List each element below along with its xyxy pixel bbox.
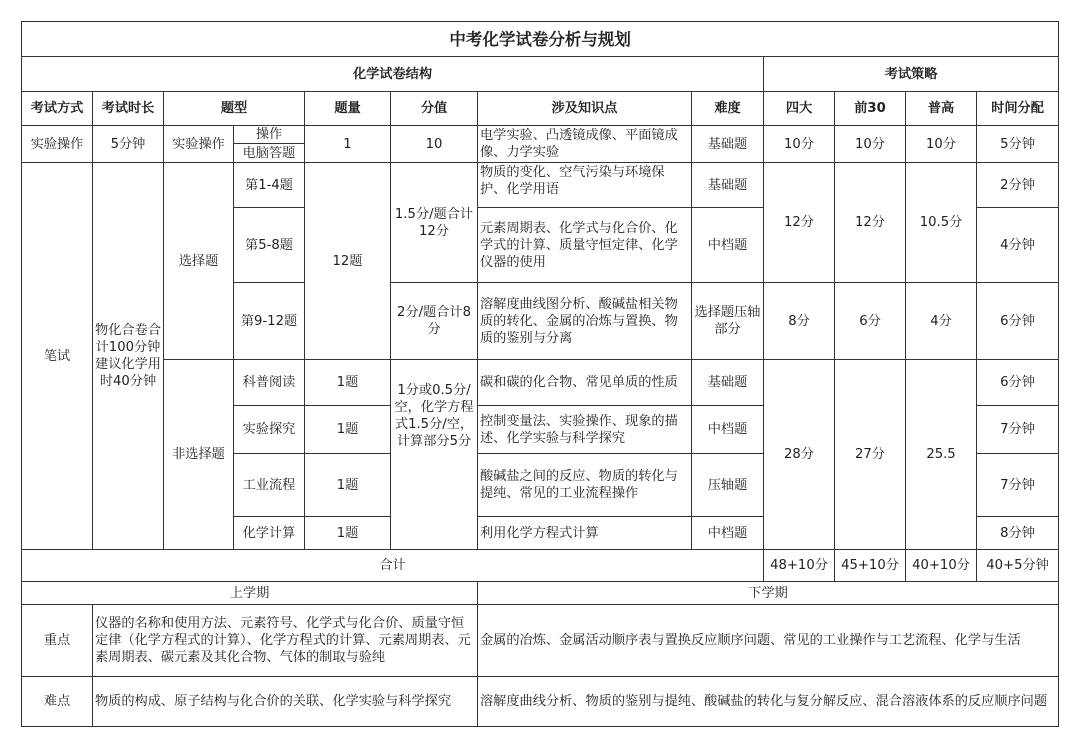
analysis-sheet (21, 21, 1059, 739)
col-count: 题量 (305, 92, 391, 126)
nonchoice-type: 科普阅读 (234, 360, 305, 406)
lab-type: 实验操作 (164, 126, 234, 163)
col-normal: 普高 (906, 92, 977, 126)
lab-normal: 10分 (906, 126, 977, 163)
nonchoice-count: 1题 (305, 454, 391, 517)
choice-normal-b: 4分 (906, 283, 977, 360)
total-top4: 48+10分 (764, 550, 835, 582)
lab-score: 10 (391, 126, 478, 163)
lab-knowledge: 电学实验、凸透镜成像、平面镜成像、力学实验 (478, 126, 692, 163)
nonchoice-top4: 28分 (764, 360, 835, 550)
nonchoice-top30: 27分 (835, 360, 906, 550)
page-title: 中考化学试卷分析与规划 (22, 22, 1059, 57)
nonchoice-row-1 (22, 360, 1061, 406)
nonchoice-type: 化学计算 (234, 517, 305, 550)
col-knowledge: 涉及知识点 (478, 92, 692, 126)
choice-score-b: 2分/题合计8分 (391, 283, 478, 360)
upper-difficult-points: 物质的构成、原子结构与化合价的关联、化学实验与科学探究 (93, 677, 478, 727)
choice-score-a: 1.5分/题合计12分 (391, 163, 478, 283)
nonchoice-time: 8分钟 (977, 517, 1059, 550)
upper-semester: 上学期 (22, 582, 478, 605)
lab-sub-computer: 电脑答题 (234, 144, 305, 163)
difficult-points-row (22, 677, 1061, 727)
col-score: 分值 (391, 92, 478, 126)
choice-time: 2分钟 (977, 163, 1059, 208)
nonchoice-score: 1分或0.5分/空，化学方程式1.5分/空，计算部分5分 (391, 360, 478, 550)
nonchoice-difficulty: 中档题 (692, 517, 764, 550)
diff-label: 难点 (22, 677, 93, 727)
nonchoice-knowledge: 利用化学方程式计算 (478, 517, 692, 550)
nonchoice-knowledge: 酸碱盐之间的反应、物质的转化与提纯、常见的工业流程操作 (478, 454, 692, 517)
choice-time: 6分钟 (977, 283, 1059, 360)
choice-difficulty: 选择题压轴部分 (692, 283, 764, 360)
col-question-type: 题型 (164, 92, 305, 126)
semester-header-row (22, 582, 1061, 605)
col-duration: 考试时长 (93, 92, 164, 126)
nonchoice-time: 7分钟 (977, 406, 1059, 454)
title-row (22, 22, 1061, 57)
lower-semester: 下学期 (478, 582, 1059, 605)
lab-sub-operation: 操作 (234, 126, 305, 144)
col-time-alloc: 时间分配 (977, 92, 1059, 126)
nonchoice-difficulty: 中档题 (692, 406, 764, 454)
choice-difficulty: 基础题 (692, 163, 764, 208)
choice-top4-b: 8分 (764, 283, 835, 360)
nonchoice-time: 6分钟 (977, 360, 1059, 406)
lower-difficult-points: 溶解度曲线分析、物质的鉴别与提纯、酸碱盐的转化与复分解反应、混合溶液体系的反应顺序问题 (478, 677, 1059, 727)
col-exam-type: 考试方式 (22, 92, 93, 126)
written-duration: 物化合卷合计100分钟建议化学用时40分钟 (93, 163, 164, 550)
col-difficulty: 难度 (692, 92, 764, 126)
analysis-table (21, 21, 1061, 727)
choice-top4-a: 12分 (764, 163, 835, 283)
lab-difficulty: 基础题 (692, 126, 764, 163)
col-top30: 前30 (835, 92, 906, 126)
column-header-row (22, 92, 1061, 126)
nonchoice-count: 1题 (305, 406, 391, 454)
choice-top30-b: 6分 (835, 283, 906, 360)
lab-count: 1 (305, 126, 391, 163)
nonchoice-normal: 25.5 (906, 360, 977, 550)
nonchoice-difficulty: 压轴题 (692, 454, 764, 517)
choice-label: 选择题 (164, 163, 234, 360)
nonchoice-type: 实验探究 (234, 406, 305, 454)
total-top30: 45+10分 (835, 550, 906, 582)
nonchoice-knowledge: 碳和碳的化合物、常见单质的性质 (478, 360, 692, 406)
choice-row-1 (22, 163, 1061, 208)
key-points-row (22, 605, 1061, 677)
choice-knowledge: 物质的变化、空气污染与环境保护、化学用语 (478, 163, 692, 208)
lab-top30: 10分 (835, 126, 906, 163)
lab-top4: 10分 (764, 126, 835, 163)
choice-range: 第9-12题 (234, 283, 305, 360)
choice-difficulty: 中档题 (692, 208, 764, 283)
nonchoice-count: 1题 (305, 517, 391, 550)
section-header-row (22, 57, 1061, 92)
nonchoice-type: 工业流程 (234, 454, 305, 517)
nonchoice-difficulty: 基础题 (692, 360, 764, 406)
total-normal: 40+10分 (906, 550, 977, 582)
total-time: 40+5分钟 (977, 550, 1059, 582)
structure-header: 化学试卷结构 (22, 57, 764, 92)
lab-time: 5分钟 (977, 126, 1059, 163)
lab-duration: 5分钟 (93, 126, 164, 163)
choice-knowledge: 溶解度曲线图分析、酸碱盐相关物质的转化、金属的冶炼与置换、物质的鉴别与分离 (478, 283, 692, 360)
nonchoice-label: 非选择题 (164, 360, 234, 550)
total-row (22, 550, 1061, 582)
choice-count: 12题 (305, 163, 391, 360)
col-top4: 四大 (764, 92, 835, 126)
nonchoice-count: 1题 (305, 360, 391, 406)
written-exam-type: 笔试 (22, 163, 93, 550)
total-label: 合计 (22, 550, 764, 582)
choice-range: 第5-8题 (234, 208, 305, 283)
choice-time: 4分钟 (977, 208, 1059, 283)
choice-top30-a: 12分 (835, 163, 906, 283)
choice-normal-a: 10.5分 (906, 163, 977, 283)
choice-range: 第1-4题 (234, 163, 305, 208)
lab-row (22, 126, 1061, 144)
upper-key-points: 仪器的名称和使用方法、元素符号、化学式与化合价、质量守恒定律（化学方程式的计算）、化学方程式的计算、元素周期表、元素周期表、碳元素及其化合物、气体的制取与验纯 (93, 605, 478, 677)
nonchoice-knowledge: 控制变量法、实验操作、现象的描述、化学实验与科学探究 (478, 406, 692, 454)
lower-key-points: 金属的冶炼、金属活动顺序表与置换反应顺序问题、常见的工业操作与工艺流程、化学与生活 (478, 605, 1059, 677)
lab-exam-type: 实验操作 (22, 126, 93, 163)
key-label: 重点 (22, 605, 93, 677)
nonchoice-time: 7分钟 (977, 454, 1059, 517)
choice-knowledge: 元素周期表、化学式与化合价、化学式的计算、质量守恒定律、化学仪器的使用 (478, 208, 692, 283)
strategy-header: 考试策略 (764, 57, 1059, 92)
